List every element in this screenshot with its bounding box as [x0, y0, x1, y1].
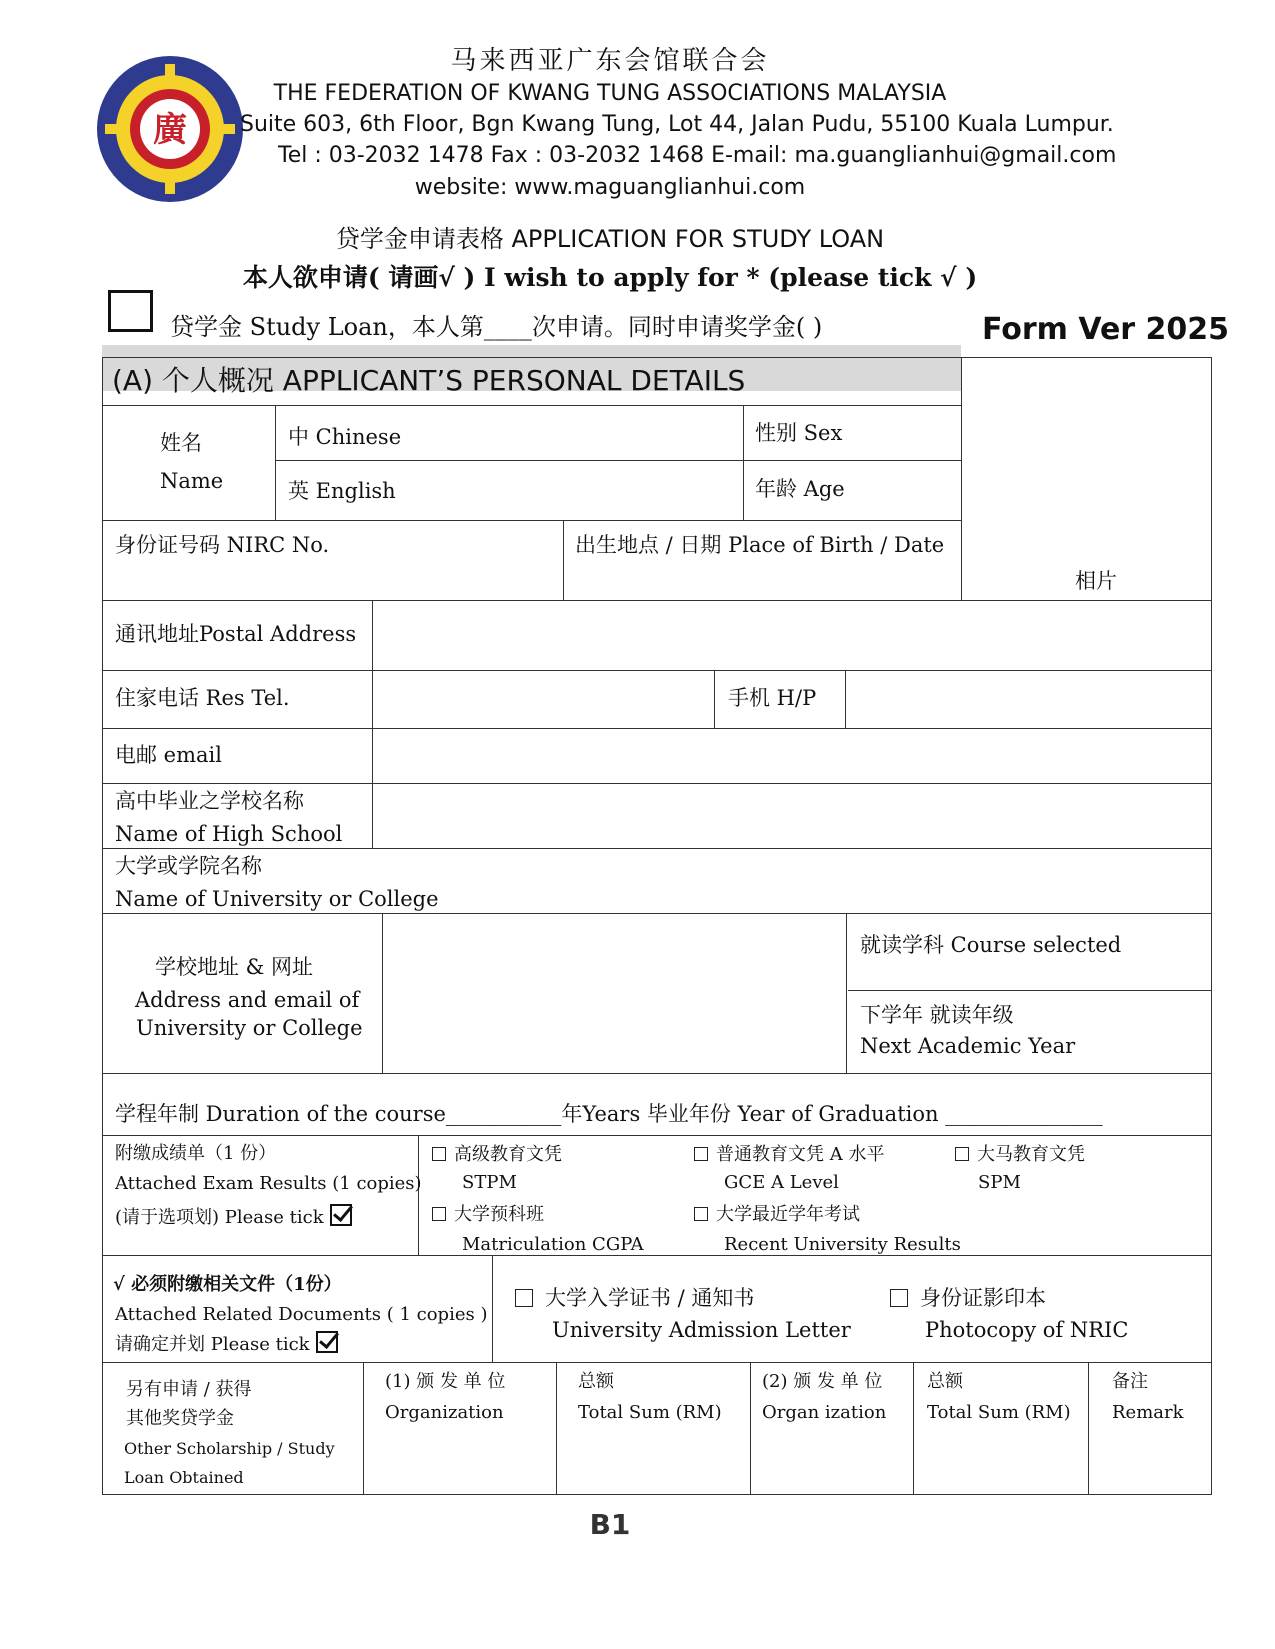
svg-text:廣: 廣 — [153, 110, 187, 150]
federation-website: website: www.maguanglianhui.com — [414, 175, 806, 200]
exam-label-1: 附缴成绩单（1 份） — [115, 1143, 277, 1164]
organization-2-label-en: Organ ization — [762, 1402, 887, 1423]
tick-box-icon — [330, 1204, 352, 1226]
page-number: B1 — [589, 1508, 631, 1541]
photo-box-label: 相片 — [1075, 569, 1117, 593]
apply-instruction: 本人欲申请( 请画√ ) I wish to apply for * (please tick √ ) — [242, 263, 978, 292]
admission-letter-label: University Admission Letter — [552, 1318, 851, 1342]
checkbox-icon[interactable] — [694, 1147, 708, 1161]
nric-copy-label: Photocopy of NRIC — [925, 1318, 1129, 1342]
checkbox-icon[interactable] — [432, 1147, 446, 1161]
remark-label-cn: 备注 — [1112, 1371, 1148, 1392]
spm-option[interactable]: 大马教育文凭 — [955, 1143, 1085, 1166]
admission-letter-option[interactable]: 大学入学证书 / 通知书 — [515, 1285, 754, 1312]
res-tel-label: 住家电话 Res Tel. — [115, 686, 290, 710]
study-loan-checkbox[interactable] — [108, 290, 153, 332]
duration-line[interactable]: 学程年制 Duration of the course___________年Years 毕业年份 Year of Graduation _______________ — [115, 1102, 1103, 1126]
checkbox-icon[interactable] — [890, 1289, 908, 1307]
course-selected-label: 就读学科 Course selected — [860, 933, 1122, 957]
age-field[interactable]: 年龄 Age — [755, 477, 845, 501]
university-label-en: Name of University or College — [115, 887, 439, 911]
remark-label-en: Remark — [1112, 1402, 1184, 1423]
total-sum-2-label-en: Total Sum (RM) — [927, 1402, 1071, 1423]
hp-label: 手机 H/P — [728, 686, 817, 710]
docs-label-1: √ 必须附缴相关文件（1份） — [113, 1274, 342, 1295]
checkbox-icon[interactable] — [955, 1147, 969, 1161]
nric-field[interactable]: 身份证号码 NIRC No. — [115, 533, 330, 557]
docs-label-3: 请确定并划 Please tick — [115, 1331, 338, 1356]
federation-address: Suite 603, 6th Floor, Bgn Kwang Tung, Lot 44, Jalan Pudu, 55100 Kuala Lumpur. — [240, 112, 1114, 137]
form-title: 贷学金申请表格 APPLICATION FOR STUDY LOAN — [335, 225, 885, 253]
gce-option[interactable]: 普通教育文凭 A 水平 — [694, 1143, 884, 1166]
scholarship-label-2: 其他奖贷学金 — [126, 1408, 234, 1429]
section-a-title: (A) 个人概况 APPLICANT’S PERSONAL DETAILS — [112, 364, 746, 397]
total-sum-1-label-cn: 总额 — [578, 1371, 614, 1392]
uni-address-label-1: 学校地址 & 网址 — [155, 955, 314, 979]
docs-label-2: Attached Related Documents ( 1 copies ) — [115, 1304, 488, 1325]
recent-results-option[interactable]: 大学最近学年考试 — [694, 1203, 860, 1226]
name-label-cn: 姓名 — [160, 431, 202, 455]
total-sum-1-label-en: Total Sum (RM) — [578, 1402, 722, 1423]
high-school-label-cn: 高中毕业之学校名称 — [115, 789, 304, 813]
stpm-option[interactable]: 高级教育文凭 — [432, 1143, 562, 1166]
study-loan-line: 贷学金 Study Loan，本人第____次申请。同时申请奖学金( ) — [170, 313, 823, 341]
name-label-en: Name — [160, 469, 224, 493]
email-label: 电邮 email — [115, 743, 222, 767]
exam-label-3: (请于选项划) Please tick — [115, 1204, 352, 1229]
nric-copy-option[interactable]: 身份证影印本 — [890, 1285, 1046, 1312]
postal-address-label: 通讯地址Postal Address — [115, 622, 357, 646]
tick-box-icon — [316, 1331, 338, 1353]
next-year-label-cn: 下学年 就读年级 — [860, 1003, 1014, 1027]
matriculation-option[interactable]: 大学预科班 — [432, 1203, 544, 1226]
recent-results-label: Recent University Results — [724, 1234, 961, 1255]
matriculation-label: Matriculation CGPA — [462, 1234, 644, 1255]
uni-address-label-2: Address and email of — [135, 988, 360, 1012]
federation-chinese-name: 马来西亚广东会馆联合会 — [450, 46, 770, 76]
stpm-label: STPM — [462, 1172, 517, 1193]
sex-field[interactable]: 性别 Sex — [755, 421, 843, 445]
organization-1-label-en: Organization — [385, 1402, 504, 1423]
federation-contact: Tel : 03-2032 1478 Fax : 03-2032 1468 E-mail: ma.guanglianhui@gmail.com — [278, 143, 1117, 168]
uni-address-label-3: University or College — [136, 1016, 363, 1040]
checkbox-icon[interactable] — [432, 1207, 446, 1221]
form-version: Form Ver 2025 — [982, 312, 1230, 347]
federation-english-name: THE FEDERATION OF KWANG TUNG ASSOCIATIONS MALAYSIA — [273, 81, 947, 106]
checkbox-icon[interactable] — [694, 1207, 708, 1221]
university-label-cn: 大学或学院名称 — [115, 854, 262, 878]
spm-label: SPM — [978, 1172, 1021, 1193]
exam-label-2: Attached Exam Results (1 copies) — [115, 1173, 422, 1194]
next-year-label-en: Next Academic Year — [860, 1034, 1076, 1058]
birth-field[interactable]: 出生地点 / 日期 Place of Birth / Date — [575, 533, 945, 557]
english-name-field[interactable]: 英 English — [288, 479, 396, 503]
total-sum-2-label-cn: 总额 — [927, 1371, 963, 1392]
scholarship-label-3: Other Scholarship / Study — [124, 1439, 335, 1458]
organization-2-label-cn: (2) 颁 发 单 位 — [762, 1371, 883, 1392]
chinese-name-field[interactable]: 中 Chinese — [288, 425, 402, 449]
high-school-label-en: Name of High School — [115, 822, 343, 846]
organization-1-label-cn: (1) 颁 发 单 位 — [385, 1371, 506, 1392]
scholarship-label-4: Loan Obtained — [124, 1468, 244, 1487]
scholarship-label-1: 另有申请 / 获得 — [126, 1379, 252, 1400]
checkbox-icon[interactable] — [515, 1289, 533, 1307]
gce-label: GCE A Level — [724, 1172, 839, 1193]
